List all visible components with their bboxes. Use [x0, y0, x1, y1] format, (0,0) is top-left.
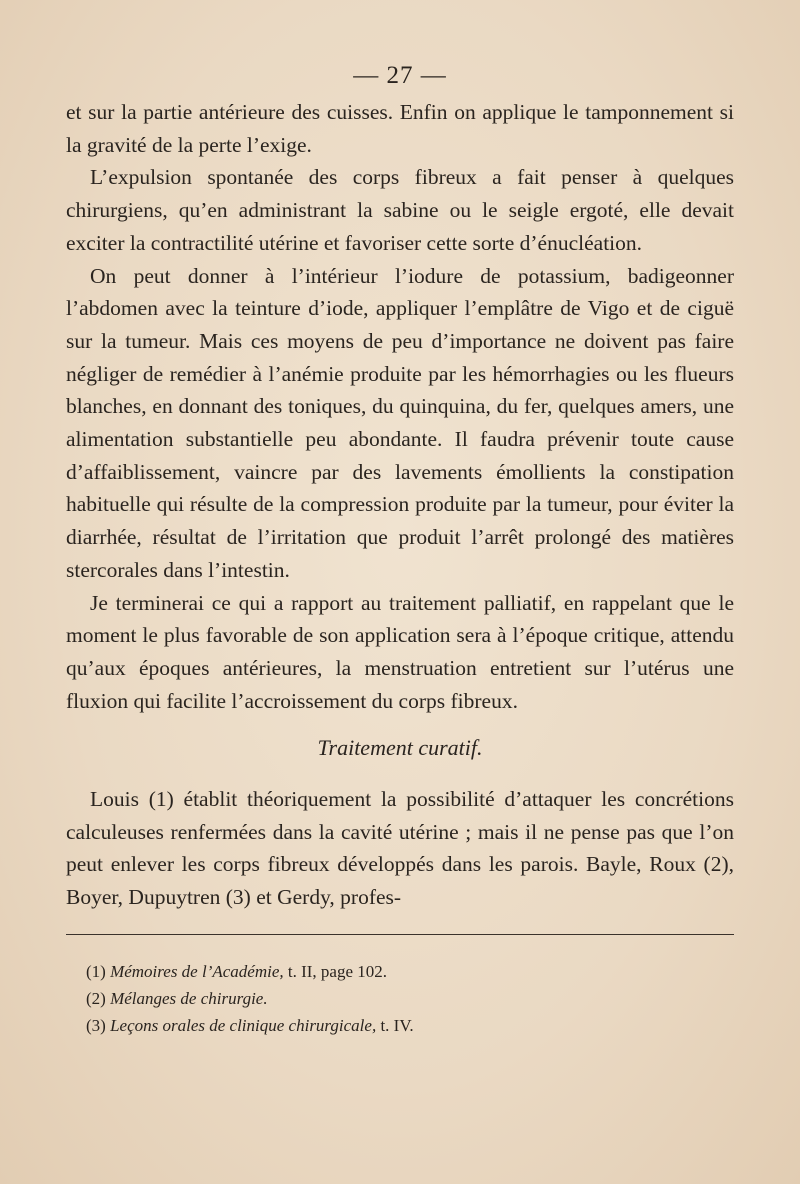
- paragraph-3: On peut donner à l’intérieur l’iodure de potassium, badigeonner l’abdomen avec la teinture d’iode, appliquer l’emplâtre de Vigo et de ciguë sur la tumeur. Mais ces moyens de peu d’importance ne doivent pas faire négliger de remédier à l’anémie produite par les hémorrhagies ou les flueurs blanches, en donnant des toniques, du quinquina, du fer, quelques amers, une alimentation substantielle peu abondante. Il faudra prévenir toute cause d’affaiblissement, vaincre par des lavements émollients la constipation habituelle qui résulte de la compression produite par la tumeur, pour éviter la diarrhée, résultat de l’irritation que produit l’arrêt prolongé des matières stercorales dans l’intestin.: [66, 263, 734, 582]
- paragraph-2: L’expulsion spontanée des corps fibreux a fait penser à quelques chirurgiens, qu’en administrant la sabine ou le seigle ergoté, elle devait exciter la contractilité utérine et favoriser cette sorte d’énucléation.: [66, 165, 734, 255]
- footnotes: [86, 958, 726, 1039]
- paragraph-5: Louis (1) établit théoriquement la possibilité d’attaquer les concrétions calculeuses renfermées dans la cavité utérine ; mais il ne pense pas que l’on peut enlever les corps fibreux développés dans les parois. Bayle, Roux (2), Boyer, Dupuytren (3) et Gerdy, profes-: [66, 787, 734, 910]
- footnote-divider: [66, 934, 734, 935]
- footnote-mark: (2): [86, 989, 106, 1008]
- footnote-rest: t. II, page 102.: [283, 962, 388, 981]
- footnote-title: Mélanges de chirurgie.: [110, 989, 268, 1008]
- main-text: [66, 96, 734, 717]
- footnote-title: Leçons orales de clinique chirurgicale,: [110, 1016, 377, 1035]
- footnote-title: Mémoires de l’Académie,: [110, 962, 284, 981]
- paragraph-1: et sur la partie antérieure des cuisses. Enfin on applique le tamponnement si la gravité de la perte l’exige.: [66, 100, 734, 157]
- footnote-mark: (1): [86, 962, 106, 981]
- footnote-2: [86, 985, 726, 1012]
- footnote-3: [86, 1012, 726, 1039]
- paragraph-4: Je terminerai ce qui a rapport au traitement palliatif, en rappelant que le moment le plus favorable de son application sera à l’époque critique, attendu qu’aux époques antérieures, la menstruation entretient sur l’utérus une fluxion qui facilite l’accroissement du corps fibreux.: [66, 590, 734, 713]
- page-number: — 27 —: [353, 62, 447, 89]
- footnote-mark: (3): [86, 1016, 106, 1035]
- footnote-1: [86, 958, 726, 985]
- section-title: Traitement curatif.: [317, 735, 483, 760]
- section-text: [66, 783, 734, 914]
- footnote-rest: t. IV.: [376, 1016, 414, 1035]
